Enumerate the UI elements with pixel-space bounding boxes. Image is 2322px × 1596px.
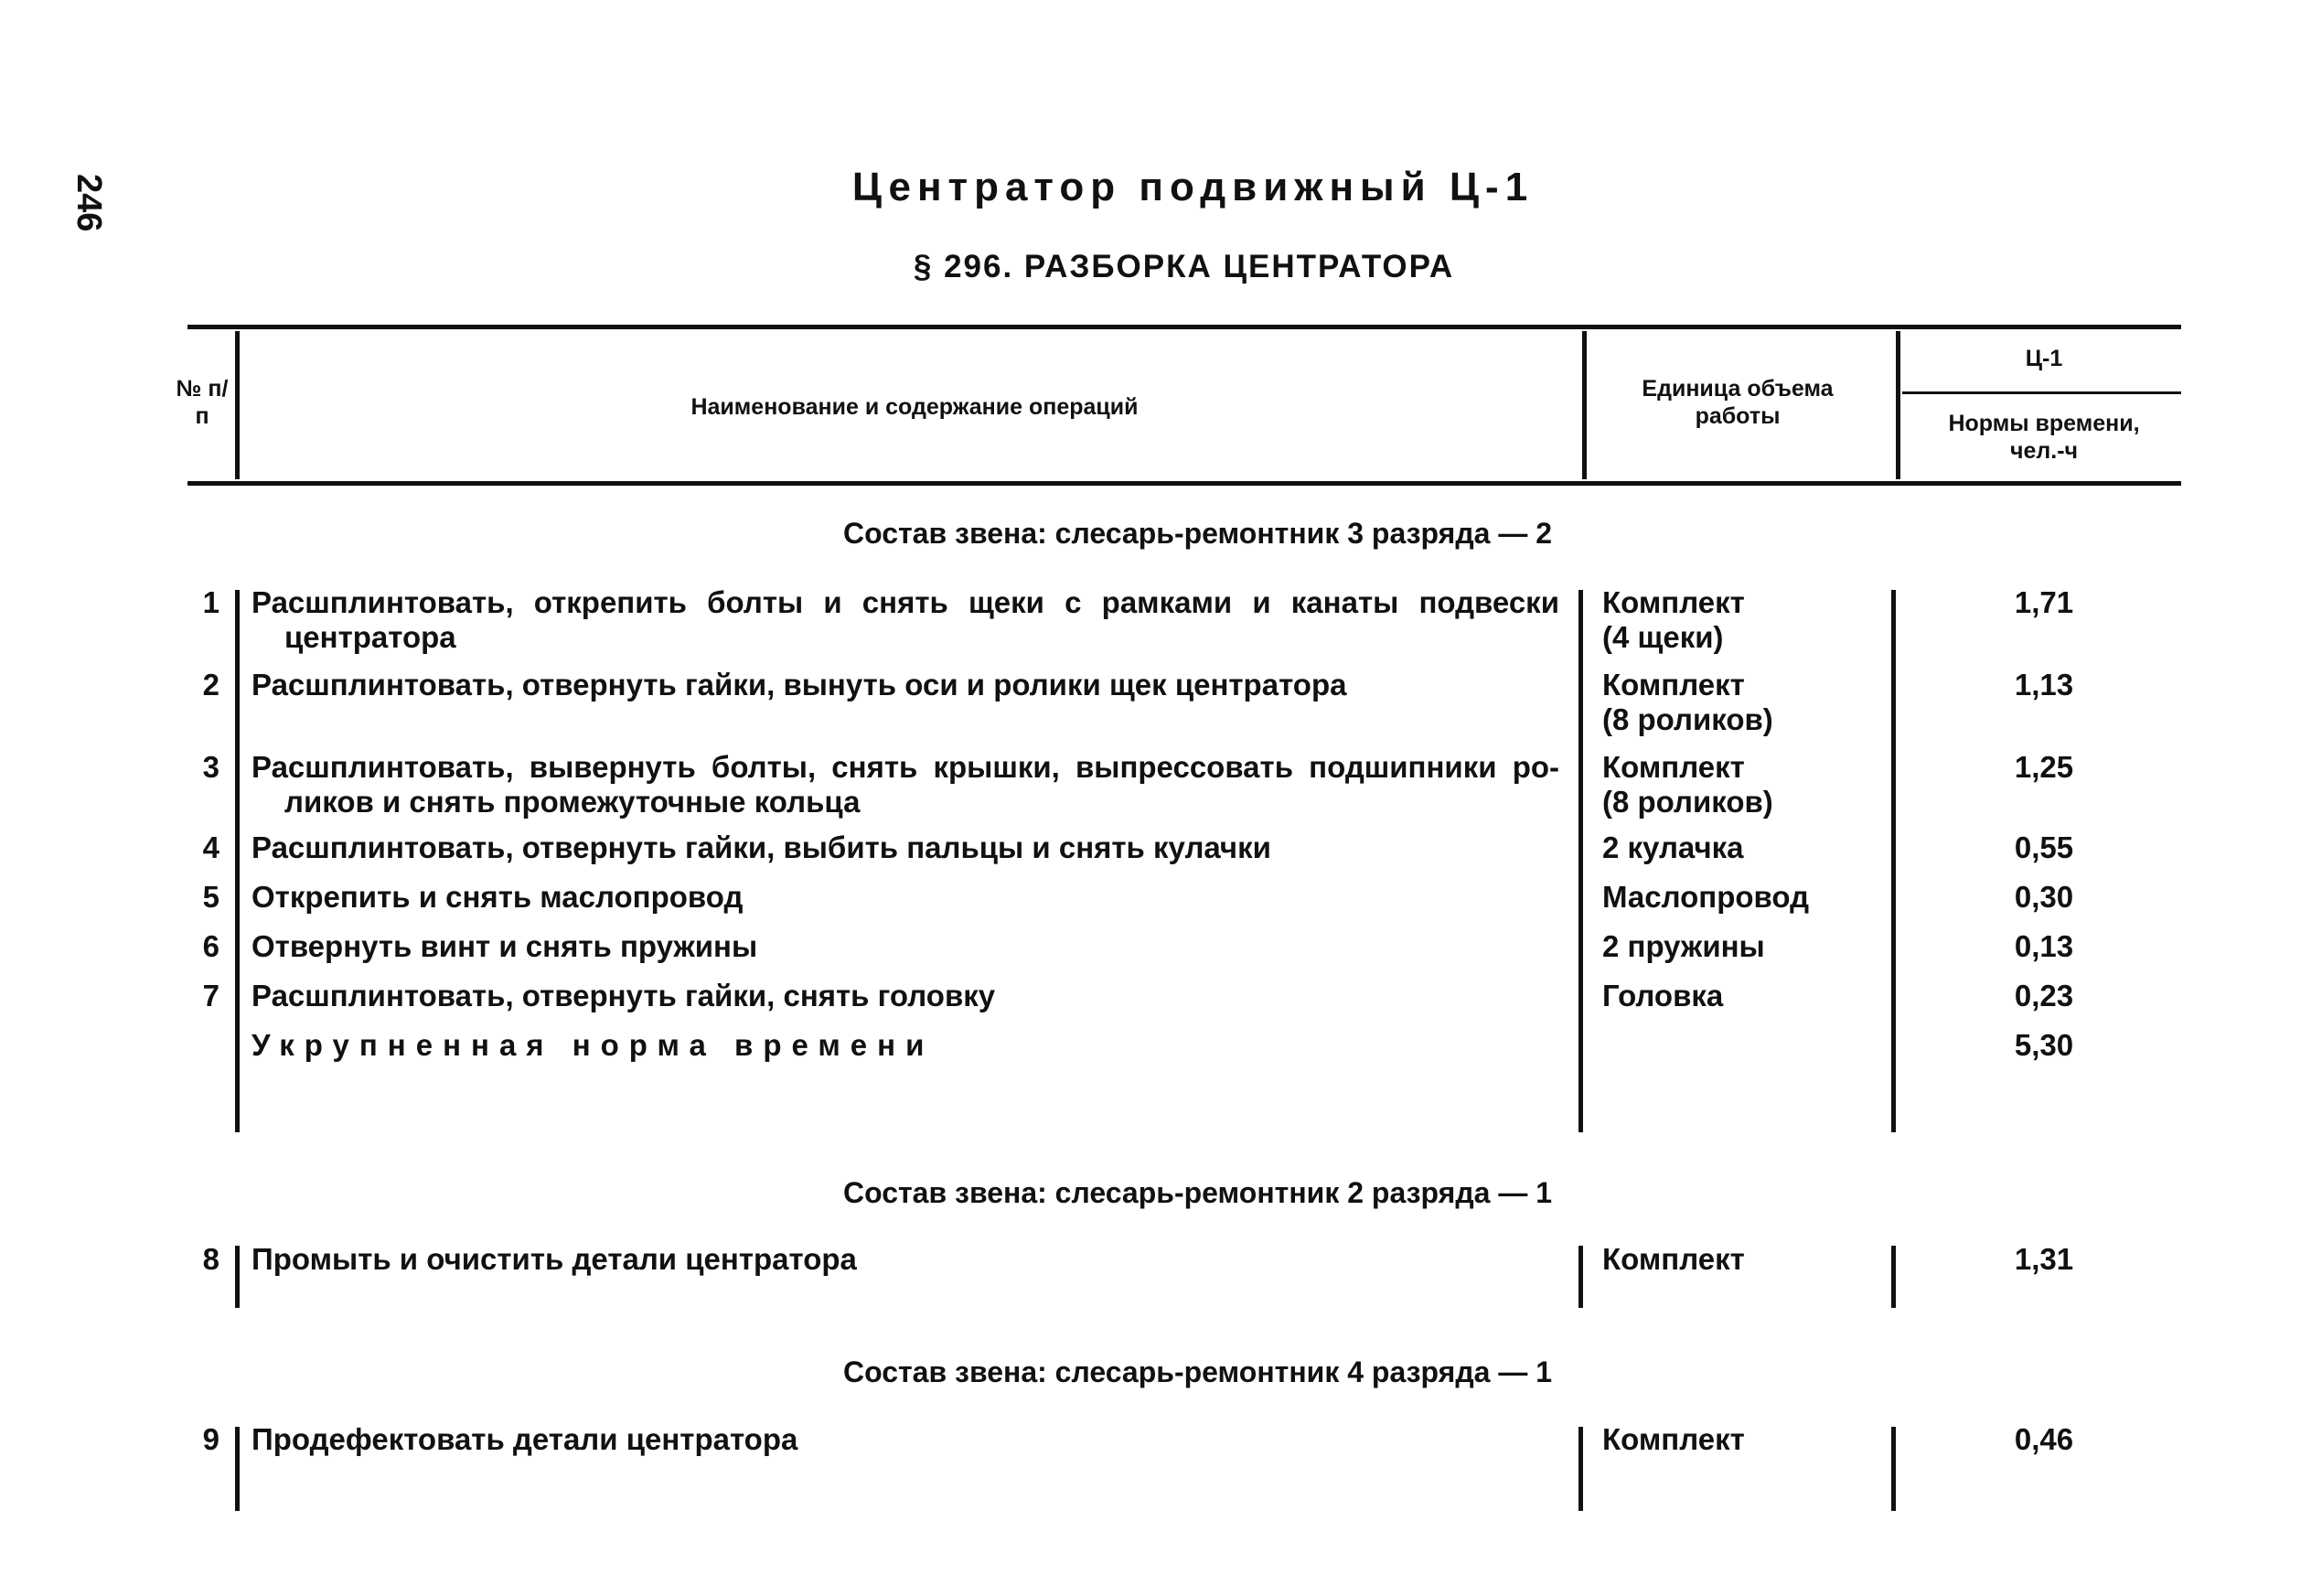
col-divider xyxy=(1891,1427,1896,1511)
header-group-rule xyxy=(1902,391,2181,394)
row-number: 1 xyxy=(202,585,219,619)
work-unit xyxy=(1602,750,1773,819)
time-norm: 0,23 xyxy=(2014,979,2074,1012)
header-col-divider-3 xyxy=(1896,331,1900,479)
operation-text: Отвернуть винт и снять пружины xyxy=(251,929,758,963)
time-norm: 1,13 xyxy=(2014,668,2074,702)
unit-line: Комплект xyxy=(1602,585,1745,619)
col-divider xyxy=(1578,590,1583,1132)
operation-line: Расшплинтовать, вывернуть болты, снять крышки, выпрессовать подшипники ро- xyxy=(251,750,1559,784)
total-label: Укрупненная норма времени xyxy=(251,1028,935,1062)
col-divider xyxy=(1891,590,1896,1132)
time-norm: 1,71 xyxy=(2014,585,2074,619)
crew-composition: Состав звена: слесарь-ремонтник 4 разряда — 1 xyxy=(842,1355,1553,1388)
unit-line: (8 роликов) xyxy=(1602,702,1773,736)
operation-line: центратора xyxy=(284,620,456,654)
work-unit: 2 кулачка xyxy=(1602,830,1744,864)
operation-text: Открепить и снять маслопровод xyxy=(251,880,744,914)
work-unit: Маслопровод xyxy=(1602,880,1810,914)
work-unit: Головка xyxy=(1602,979,1724,1012)
header-col-divider-2 xyxy=(1582,331,1587,479)
row-number: 5 xyxy=(202,880,219,914)
col-divider xyxy=(1578,1427,1583,1511)
col-divider xyxy=(1891,1246,1896,1308)
time-norm: 0,55 xyxy=(2014,830,2074,864)
row-number: 2 xyxy=(202,668,219,702)
row-number: 4 xyxy=(202,830,219,864)
operation-text: Расшплинтовать, отвернуть гайки, снять головку xyxy=(251,979,996,1012)
col-divider xyxy=(235,1427,240,1511)
work-unit: 2 пружины xyxy=(1602,929,1765,963)
time-norm: 1,31 xyxy=(2014,1242,2074,1276)
total-norm: 5,30 xyxy=(2014,1028,2074,1062)
col-divider xyxy=(1578,1246,1583,1308)
work-unit xyxy=(1602,668,1773,737)
row-number: 8 xyxy=(202,1242,219,1276)
row-number: 9 xyxy=(202,1422,219,1456)
operation-line: Расшплинтовать, отвернуть гайки, вынуть оси и ролики щек центратора xyxy=(251,668,1347,702)
page-title: Центратор подвижный Ц-1 xyxy=(851,165,1535,209)
operation-text xyxy=(251,668,1559,702)
page-number: 246 xyxy=(70,174,108,232)
header-num: № п/п xyxy=(176,376,229,429)
operation-line: ликов и снять промежуточные кольца xyxy=(284,785,861,819)
work-unit xyxy=(1602,585,1745,655)
header-col-divider-1 xyxy=(235,331,240,479)
crew-composition: Состав звена: слесарь-ремонтник 2 разряда — 1 xyxy=(842,1176,1553,1209)
unit-line: Комплект xyxy=(1602,750,1745,784)
header-norm: Нормы времени, чел.-ч xyxy=(1948,411,2140,464)
unit-line: Комплект xyxy=(1602,668,1745,702)
row-number: 3 xyxy=(202,750,219,784)
header-top-rule xyxy=(187,325,2181,329)
operation-text xyxy=(251,750,1559,819)
operation-text xyxy=(251,585,1559,655)
work-unit: Комплект xyxy=(1602,1242,1745,1276)
time-norm: 1,25 xyxy=(2014,750,2074,784)
unit-line: (4 щеки) xyxy=(1602,620,1724,654)
section-heading: § 296. РАЗБОРКА ЦЕНТРАТОРА xyxy=(913,249,1455,284)
operation-text: Расшплинтовать, отвернуть гайки, выбить пальцы и снять кулачки xyxy=(251,830,1271,864)
col-divider xyxy=(235,1246,240,1308)
unit-line: (8 роликов) xyxy=(1602,785,1773,819)
time-norm: 0,30 xyxy=(2014,880,2074,914)
operation-line: Расшплинтовать, открепить болты и снять щеки с рамками и канаты подвески xyxy=(251,585,1559,619)
time-norm: 0,13 xyxy=(2014,929,2074,963)
row-number: 6 xyxy=(202,929,219,963)
operation-text: Промыть и очистить детали центратора xyxy=(251,1242,857,1276)
crew-composition: Состав звена: слесарь-ремонтник 3 разряда — 2 xyxy=(842,517,1553,550)
operation-text: Продефектовать детали центратора xyxy=(251,1422,798,1456)
header-unit: Единица объема работы xyxy=(1642,376,1834,429)
header-bottom-rule xyxy=(187,481,2181,486)
col-divider xyxy=(235,590,240,1132)
time-norm: 0,46 xyxy=(2014,1422,2074,1456)
header-name: Наименование и содержание операций xyxy=(690,394,1139,420)
work-unit: Комплект xyxy=(1602,1422,1745,1456)
header-group: Ц-1 xyxy=(2025,346,2063,371)
row-number: 7 xyxy=(202,979,219,1012)
